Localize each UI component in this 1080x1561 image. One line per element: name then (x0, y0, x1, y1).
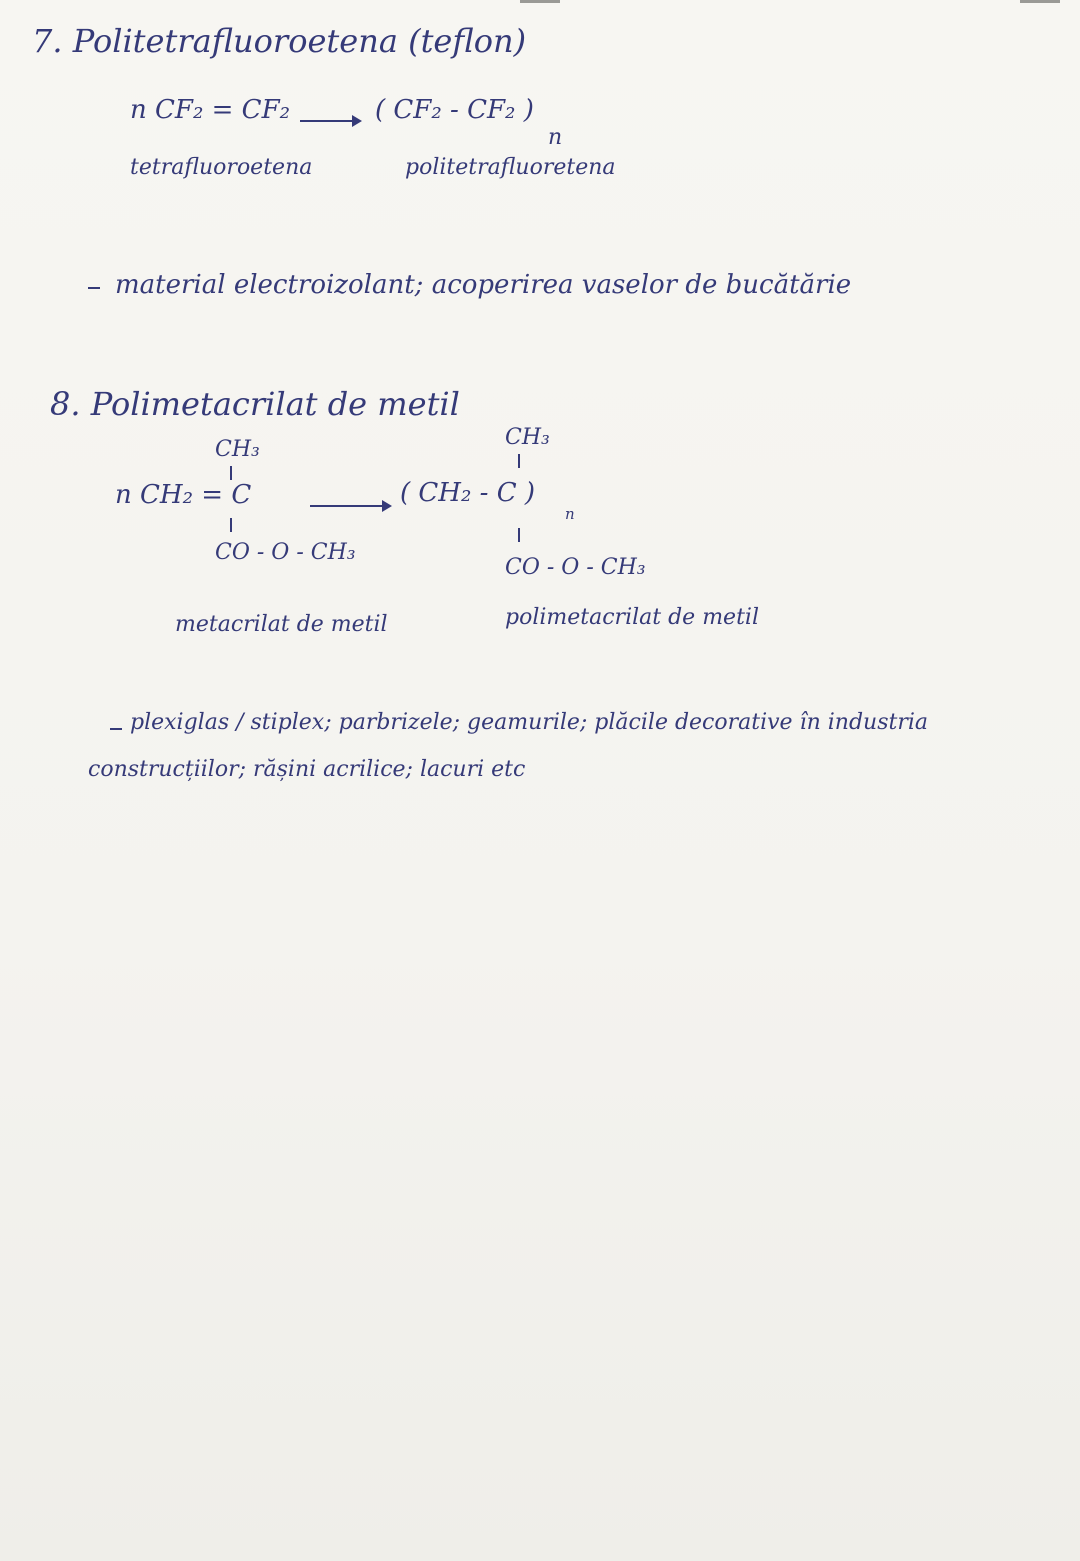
section7-reactant: n CF₂ = CF₂ (130, 95, 291, 125)
section7-polymer-name: politetrafluoretena (405, 155, 616, 180)
bullet-dash (110, 728, 122, 730)
bond-line (518, 528, 520, 542)
section8-uses-line2: construcțiilor; rășini acrilice; lacuri etc (88, 757, 526, 782)
section8-polymer-ester: CO - O - CH₃ (505, 555, 646, 580)
section7-polymer: ( CF₂ - CF₂ ) (375, 95, 534, 125)
section8-uses-line1: plexiglas / stiplex; parbrizele; geamurile; plăcile decorative în industria (130, 710, 929, 735)
section8-polymer-name: polimetacrilat de metil (505, 605, 759, 630)
bullet-dash (88, 287, 100, 289)
section8-reactant-name: metacrilat de metil (175, 612, 388, 637)
reaction-arrow (310, 505, 390, 507)
section8-polymer: ( CH₂ - C ) (400, 478, 536, 508)
reaction-arrow (300, 120, 360, 122)
bond-line (230, 466, 232, 480)
section7-uses: material electroizolant; acoperirea vaselor de bucătărie (115, 270, 852, 300)
bond-line (518, 454, 520, 468)
section7-reactant-name: tetrafluoroetena (130, 155, 313, 180)
page-edge-mark (1020, 0, 1060, 3)
section8-subscript-n: n (565, 505, 575, 523)
section8-reactant-ch3: CH₃ (215, 437, 260, 462)
section8-title: 8. Polimetacrilat de metil (50, 385, 460, 423)
section8-reactant: n CH₂ = C (115, 480, 252, 510)
section7-subscript-n: n (548, 125, 563, 150)
section8-polymer-ch3: CH₃ (505, 425, 550, 450)
section7-title: 7. Politetrafluoroetena (teflon) (32, 22, 527, 60)
page-edge-mark (520, 0, 560, 3)
section8-reactant-ester: CO - O - CH₃ (215, 540, 356, 565)
bond-line (230, 518, 232, 532)
